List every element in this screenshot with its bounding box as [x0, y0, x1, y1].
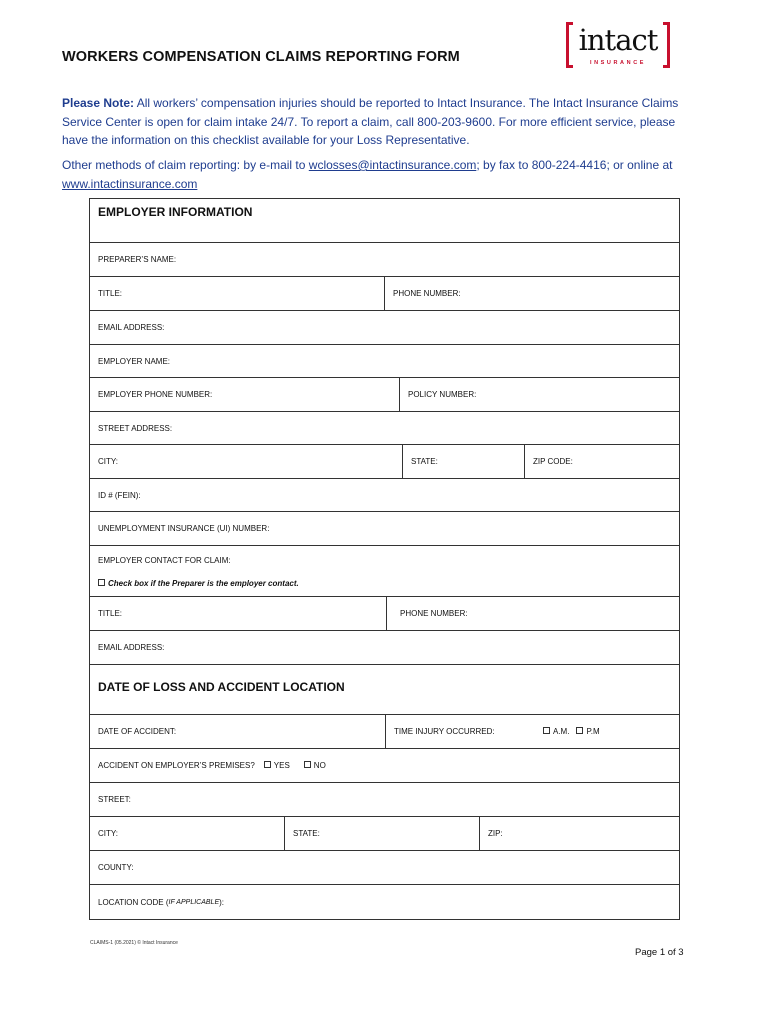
loss-street-row[interactable] [89, 783, 680, 817]
fein-row[interactable] [89, 479, 680, 512]
phone-field[interactable]: PHONE NUMBER: [384, 277, 681, 310]
am-pm-options [535, 715, 681, 748]
form-code: CLAIMS-1 (05.2021) © Intact Insurance [90, 940, 178, 946]
other-methods [62, 156, 682, 193]
other-prefix: Other methods of claim reporting: by e-mail to [62, 158, 309, 172]
employer-heading: EMPLOYER INFORMATION [98, 205, 253, 219]
loss-zip-field[interactable]: ZIP: [479, 817, 681, 850]
time-injury-label: TIME INJURY OCCURRED: [385, 715, 535, 748]
am-checkbox[interactable] [543, 727, 550, 734]
loss-state-field[interactable]: STATE: [284, 817, 479, 850]
preparer-row[interactable] [89, 243, 680, 277]
location-code-row[interactable] [89, 885, 680, 920]
title-phone-row [89, 277, 680, 311]
pm-checkbox[interactable] [576, 727, 583, 734]
employer-name-row[interactable] [89, 345, 680, 378]
loss-city-field[interactable]: CITY: [98, 829, 119, 838]
contact-title-field[interactable]: TITLE: [98, 609, 123, 618]
yes-label: YES [273, 761, 290, 770]
date-time-row [89, 715, 680, 749]
preparer-name-label: PREPARER’S NAME: [98, 255, 177, 264]
contact-email-row[interactable] [89, 631, 680, 665]
premises-no-checkbox[interactable] [304, 761, 311, 768]
city-state-zip-row [89, 445, 680, 479]
zip-code-field[interactable]: ZIP CODE: [524, 445, 681, 478]
premises-line [90, 749, 681, 782]
loss-city-state-zip-row [89, 817, 680, 851]
county-label: COUNTY: [98, 863, 134, 872]
contact-phone-field[interactable]: PHONE NUMBER: [386, 597, 681, 630]
logo-word: intact [578, 23, 658, 57]
other-middle: ; by fax to 800-224-4416; or online at [476, 158, 673, 172]
please-note [62, 94, 682, 150]
ui-number-row[interactable] [89, 512, 680, 546]
premises-label: ACCIDENT ON EMPLOYER’S PREMISES? [98, 761, 255, 770]
county-row[interactable] [89, 851, 680, 885]
page-number: Page 1 of 3 [635, 947, 684, 958]
state-field[interactable]: STATE: [402, 445, 524, 478]
location-code-applicable: IF APPLICABLE [168, 898, 220, 906]
intact-logo [566, 22, 670, 72]
fein-label: ID # (FEIN): [98, 490, 141, 500]
loss-heading: DATE OF LOSS AND ACCIDENT LOCATION [98, 680, 345, 694]
preparer-contact-checkbox[interactable] [98, 579, 105, 586]
city-field[interactable]: CITY: [98, 457, 119, 466]
logo-right-bracket [663, 22, 670, 68]
logo-sub: INSURANCE [589, 60, 647, 66]
street-address-label: STREET ADDRESS: [98, 423, 173, 433]
employer-phone-field[interactable]: EMPLOYER PHONE NUMBER: [98, 390, 213, 399]
contact-checkbox-line [90, 572, 681, 594]
email-link[interactable]: wclosses@intactinsurance.com [308, 158, 477, 172]
ui-number-label: UNEMPLOYMENT INSURANCE (UI) NUMBER: [98, 524, 270, 533]
policy-number-field[interactable]: POLICY NUMBER: [399, 378, 681, 411]
no-label: NO [313, 761, 326, 770]
title-field[interactable]: TITLE: [98, 289, 123, 298]
street-row[interactable] [89, 412, 680, 445]
page-title: WORKERS COMPENSATION CLAIMS REPORTING FORM [62, 49, 460, 65]
location-code-label [90, 885, 681, 919]
email-label: EMAIL ADDRESS: [98, 323, 165, 332]
employer-heading-row [89, 198, 680, 243]
premises-row [89, 749, 680, 783]
employer-phone-row [89, 378, 680, 412]
contact-title-phone-row [89, 597, 680, 631]
website-link[interactable]: www.intactinsurance.com [62, 176, 198, 191]
employer-contact-row [89, 546, 680, 597]
email-row[interactable] [89, 311, 680, 345]
note-label: Please Note: [62, 96, 135, 110]
location-code-end: ): [219, 897, 225, 907]
am-label: A.M. [553, 727, 570, 736]
employer-name-label: EMPLOYER NAME: [98, 356, 171, 366]
premises-yes-checkbox[interactable] [264, 761, 271, 768]
location-code-text: LOCATION CODE ( [98, 897, 169, 907]
loss-street-label: STREET: [98, 795, 131, 804]
note-text: All workers’ compensation injuries should be reported to Intact Insurance. The Intact Insurance Claims Service Center is open for claim intake 24/7. To report a claim, call 800-203-9600. For more efficient service, please have the information on this checklist available for your Loss Representative. [62, 96, 679, 147]
loss-heading-row [89, 665, 680, 715]
employer-contact-label: EMPLOYER CONTACT FOR CLAIM: [98, 555, 231, 565]
preparer-contact-check-label: Check box if the Preparer is the employer contact. [108, 578, 299, 588]
pm-label: P.M [586, 727, 600, 736]
date-of-accident-field[interactable]: DATE OF ACCIDENT: [98, 727, 177, 736]
logo-left-bracket [566, 22, 573, 68]
contact-email-label: EMAIL ADDRESS: [98, 643, 165, 652]
